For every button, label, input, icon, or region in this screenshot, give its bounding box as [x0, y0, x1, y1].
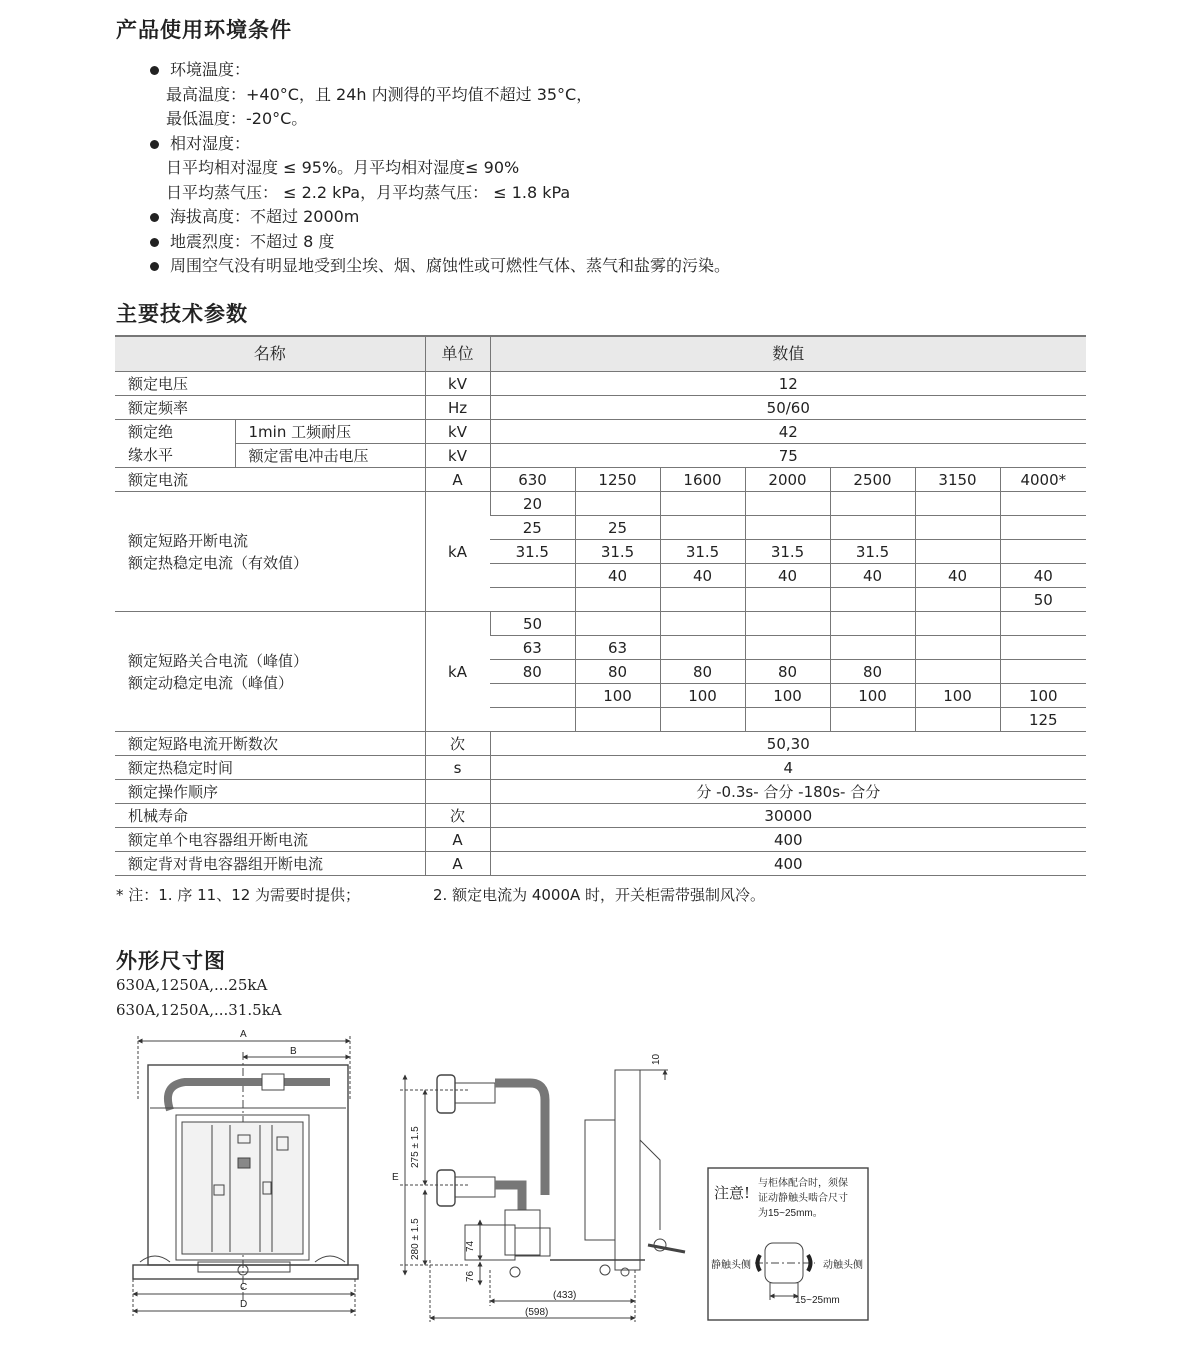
notice-range-label: 15~25mm: [795, 1295, 840, 1306]
dim-label-433: (433): [553, 1290, 577, 1301]
header-unit: 单位: [425, 336, 490, 372]
grid-cell: 63: [575, 636, 660, 660]
param-name: 额定短路电流开断数次: [115, 732, 425, 756]
grid-cell: 31.5: [575, 540, 660, 564]
param-unit: s: [425, 756, 490, 780]
current-value: 3150: [915, 468, 1000, 492]
header-name: 名称: [115, 336, 425, 372]
side-view-labels: [392, 1053, 662, 1318]
param-value: 42: [490, 420, 1086, 444]
dims-sub-1: 630A,1250A,...25kA: [116, 976, 268, 994]
param-value: 4: [490, 756, 1086, 780]
param-unit: 次: [425, 804, 490, 828]
env-bullet-item: 周围空气没有明显地受到尘埃、烟、腐蚀性或可燃性气体、蒸气和盐雾的污染。: [148, 254, 730, 279]
grid-cell: 40: [830, 564, 915, 588]
spec-title: 主要技术参数: [116, 302, 248, 326]
param-name: 缘水平: [115, 444, 235, 468]
dim-label-e: E: [392, 1172, 399, 1183]
current-value: 630: [490, 468, 575, 492]
grid-cell: 50: [1000, 588, 1086, 612]
env-sub-item: 最高温度：+40°C，且 24h 内测得的平均值不超过 35°C，: [166, 84, 593, 104]
header-value: 数值: [490, 336, 1086, 372]
notice-title: 注意!: [714, 1184, 751, 1202]
grid-cell: 80: [660, 660, 745, 684]
param-name-line: 额定短路开断电流: [128, 531, 249, 550]
notice-left-label: 静触头侧: [711, 1260, 751, 1271]
param-name: 额定操作顺序: [115, 780, 425, 804]
grid-cell: 125: [1000, 708, 1086, 732]
param-name: 额定频率: [115, 396, 425, 420]
param-value: 12: [490, 372, 1086, 396]
param-unit: kV: [425, 444, 490, 468]
notice-box: [708, 1168, 868, 1320]
dim-label-a: A: [240, 1029, 247, 1040]
current-value: 2000: [745, 468, 830, 492]
param-value: 50/60: [490, 396, 1086, 420]
grid-cell: 100: [660, 684, 745, 708]
param-name-line: 额定动稳定电流（峰值）: [128, 673, 294, 692]
dim-label-10: 10: [651, 1053, 662, 1065]
notice-line-1: 与柜体配合时，须保: [758, 1178, 848, 1189]
current-value: 1250: [575, 468, 660, 492]
param-value: 分 -0.3s- 合分 -180s- 合分: [490, 780, 1086, 804]
param-unit: kV: [425, 372, 490, 396]
param-unit: kV: [425, 420, 490, 444]
param-name: 额定电流: [115, 468, 425, 492]
grid-cell: 31.5: [830, 540, 915, 564]
dim-label-d: D: [240, 1299, 248, 1310]
param-subname: 额定雷电冲击电压: [235, 444, 425, 468]
grid-cell: 80: [490, 660, 575, 684]
param-name-line: 额定短路关合电流（峰值）: [128, 651, 309, 670]
param-unit: Hz: [425, 396, 490, 420]
env-sub-item: 最低温度：-20°C。: [166, 109, 308, 128]
param-name: 额定热稳定时间: [115, 756, 425, 780]
param-value: 30000: [490, 804, 1086, 828]
env-sub-item: 日平均相对湿度 ≤ 95%。月平均相对湿度≤ 90%: [166, 158, 520, 177]
grid-cell: 80: [830, 660, 915, 684]
grid-cell: 25: [575, 516, 660, 540]
dim-label-275: 275 ± 1.5: [410, 1126, 421, 1168]
dims-sub-2: 630A,1250A,...31.5kA: [116, 1001, 282, 1019]
current-value: 2500: [830, 468, 915, 492]
param-name: 额定单个电容器组开断电流: [115, 828, 425, 852]
param-name: 额定背对背电容器组开断电流: [115, 852, 425, 876]
param-name-line: 额定热稳定电流（有效值）: [128, 553, 309, 572]
param-subname: 1min 工频耐压: [235, 420, 425, 444]
dim-label-598: (598): [525, 1307, 549, 1318]
grid-cell: 100: [575, 684, 660, 708]
grid-cell: 40: [660, 564, 745, 588]
param-value: 400: [490, 852, 1086, 876]
current-value: 4000*: [1000, 468, 1086, 492]
notice-line-3: 为15~25mm。: [758, 1208, 823, 1219]
grid-cell: 80: [575, 660, 660, 684]
current-value: 1600: [660, 468, 745, 492]
grid-cell: 100: [1000, 684, 1086, 708]
grid-cell: 31.5: [490, 540, 575, 564]
grid-cell: 100: [915, 684, 1000, 708]
grid-cell: 40: [1000, 564, 1086, 588]
dim-label-76: 76: [465, 1270, 476, 1282]
param-unit: kA: [425, 612, 490, 732]
grid-cell: 31.5: [660, 540, 745, 564]
env-bullet-item: 海拔高度：不超过 2000m: [148, 205, 730, 230]
grid-cell: 40: [575, 564, 660, 588]
grid-cell: 40: [745, 564, 830, 588]
param-unit: 次: [425, 732, 490, 756]
grid-cell: 100: [830, 684, 915, 708]
dim-label-280: 280 ± 1.5: [410, 1218, 421, 1260]
param-name: 额定绝: [128, 422, 174, 441]
dim-label-b: B: [290, 1046, 297, 1057]
grid-cell: 31.5: [745, 540, 830, 564]
dim-label-c: C: [240, 1282, 248, 1293]
grid-cell: 25: [490, 516, 575, 540]
param-unit: A: [425, 852, 490, 876]
grid-cell: 20: [490, 492, 575, 516]
param-name: 额定电压: [115, 372, 425, 396]
dims-title: 外形尺寸图: [116, 949, 226, 973]
param-value: 75: [490, 444, 1086, 468]
note-1: * 注：1. 序 11、12 为需要时提供；: [116, 886, 361, 904]
param-unit: A: [425, 468, 490, 492]
side-view-drawing: [400, 1070, 685, 1322]
notice-line-2: 证动静触头啮合尺寸: [758, 1193, 848, 1204]
dim-label-74: 74: [465, 1240, 476, 1252]
grid-cell: 100: [745, 684, 830, 708]
notice-right-label: 动触头侧: [823, 1260, 863, 1271]
env-title: 产品使用环境条件: [116, 18, 292, 42]
grid-cell: 80: [745, 660, 830, 684]
note-2: 2. 额定电流为 4000A 时，开关柜需带强制风冷。: [433, 886, 766, 904]
param-unit: kA: [425, 492, 490, 612]
env-sub-item: 日平均蒸气压： ≤ 2.2 kPa，月平均蒸气压： ≤ 1.8 kPa: [166, 182, 571, 202]
env-bullet-item: 环境温度：: [148, 58, 730, 83]
grid-cell: 40: [915, 564, 1000, 588]
param-name: 机械寿命: [115, 804, 425, 828]
front-view-drawing: [133, 1036, 358, 1316]
param-value: 50,30: [490, 732, 1086, 756]
grid-cell: 63: [490, 636, 575, 660]
param-unit: A: [425, 828, 490, 852]
env-bullet-item: 相对湿度：: [148, 132, 730, 157]
grid-cell: 50: [490, 612, 575, 636]
env-bullet-item: 地震烈度：不超过 8 度: [148, 230, 730, 255]
param-value: 400: [490, 828, 1086, 852]
